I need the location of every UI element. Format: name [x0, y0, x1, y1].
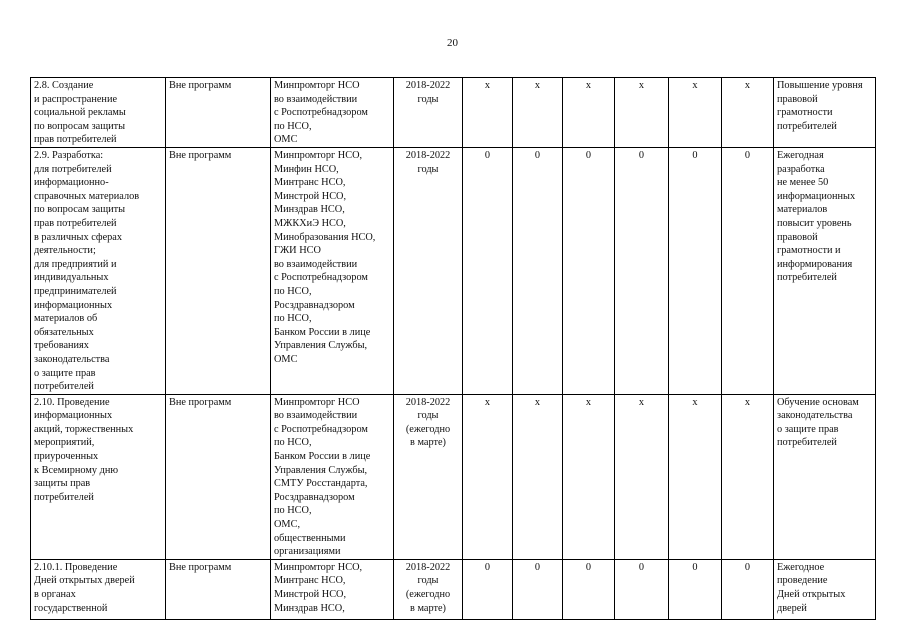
measure-name-line: индивидуальных	[34, 272, 109, 284]
executor-line: Минпромторг НСО,	[274, 150, 363, 161]
executor-line: ОМС	[274, 353, 298, 365]
table-row	[31, 394, 876, 559]
executor-line: СМТУ Росстандарта,	[274, 478, 368, 490]
measure-name-line: информационно-	[34, 177, 109, 189]
result-line: о защите прав	[777, 423, 839, 435]
funding-value-cell: х	[513, 78, 563, 148]
funding-value-cell: 0	[463, 559, 513, 619]
executor-line: Минобразования НСО,	[274, 231, 376, 243]
executor-line: ОМС,	[274, 519, 301, 531]
funding-value-cell: 0	[513, 559, 563, 619]
executor-cell	[271, 78, 394, 148]
period-line: (ежегодно	[405, 423, 451, 435]
measure-name-line: для предприятий и	[34, 258, 117, 270]
measure-name-line: информационных	[34, 299, 113, 311]
executor-line: общественными	[274, 532, 346, 544]
period-cell	[394, 148, 463, 395]
period-line: годы	[417, 93, 439, 105]
period-cell	[394, 394, 463, 559]
measure-name-line: 2.9. Разработка:	[34, 150, 104, 161]
measure-name-cell	[31, 559, 166, 619]
result-line: проведение	[777, 575, 828, 587]
measure-name-line: требованиях	[34, 340, 89, 352]
result-line: Ежегодное	[777, 561, 825, 573]
funding-value-cell: 0	[722, 559, 774, 619]
measure-name-line: потребителей	[34, 491, 94, 503]
measure-name-line: приуроченных	[34, 451, 99, 463]
result-line: информационных	[777, 190, 856, 202]
funding-value-cell: х	[513, 394, 563, 559]
result-line: Ежегодная	[777, 150, 824, 161]
result-line: Обучение основам	[777, 396, 859, 408]
program-cell	[166, 148, 271, 395]
measure-name-line: Дней открытых дверей	[34, 575, 135, 587]
executor-cell	[271, 148, 394, 395]
funding-value-cell: х	[722, 78, 774, 148]
executor-line: Банком России в лице	[274, 326, 371, 338]
executor-line: по НСО,	[274, 437, 312, 449]
measure-name-line: 2.10.1. Проведение	[34, 561, 118, 573]
funding-value-cell: х	[615, 78, 669, 148]
result-cell	[774, 394, 876, 559]
period-cell	[394, 78, 463, 148]
period-cell	[394, 559, 463, 619]
program-text: Вне программ	[169, 396, 232, 408]
period-line: годы	[417, 163, 439, 175]
table-row	[31, 559, 876, 619]
executor-line: по НСО,	[274, 285, 312, 297]
measure-name-line: информационных	[34, 410, 113, 422]
measure-name-line: защиты прав	[34, 478, 91, 490]
measure-name-cell	[31, 78, 166, 148]
funding-value-cell: 0	[615, 148, 669, 395]
result-line: информирования	[777, 258, 853, 270]
measure-name-line: государственной	[34, 602, 108, 614]
measure-name-line: справочных материалов	[34, 190, 140, 202]
measure-name-line: материалов об	[34, 313, 98, 325]
executor-line: ГЖИ НСО	[274, 245, 321, 257]
executor-line: Минтранс НСО,	[274, 177, 346, 189]
executor-line: по НСО,	[274, 120, 312, 132]
measure-name-line: в различных сферах	[34, 231, 123, 243]
result-line: законодательства	[777, 410, 853, 422]
executor-line: Росздравнадзором	[274, 299, 355, 311]
funding-value-cell: х	[563, 394, 615, 559]
period-line: в марте)	[410, 437, 446, 449]
measure-name-line: мероприятий,	[34, 437, 95, 449]
executor-line: Росздравнадзором	[274, 491, 355, 503]
program-text: Вне программ	[169, 561, 232, 573]
program-cell	[166, 394, 271, 559]
period-line: 2018-2022	[405, 561, 451, 573]
executor-cell	[271, 559, 394, 619]
measure-name-line: социальной рекламы	[34, 107, 126, 119]
funding-value-cell: 0	[669, 148, 722, 395]
funding-value-cell: х	[722, 394, 774, 559]
funding-value-cell: х	[615, 394, 669, 559]
executor-line: с Роспотребнадзором	[274, 423, 368, 435]
period-line: годы	[417, 575, 439, 587]
measure-name-line: к Всемирному дню	[34, 464, 119, 476]
funding-value-cell: 0	[669, 559, 722, 619]
executor-line: Управления Службы,	[274, 464, 368, 476]
measure-name-line: акций, торжественных	[34, 423, 134, 435]
measure-name-line: прав потребителей	[34, 217, 117, 229]
funding-value-cell: 0	[563, 148, 615, 395]
measure-name-line: деятельности;	[34, 245, 96, 257]
measure-name-line: в органах	[34, 589, 76, 600]
funding-value-cell: х	[463, 78, 513, 148]
program-cell	[166, 559, 271, 619]
measure-name-line: по вопросам защиты	[34, 120, 126, 132]
measure-name-line: по вопросам защиты	[34, 204, 126, 216]
table-row	[31, 148, 876, 395]
executor-line: по НСО,	[274, 505, 312, 517]
executor-line: Минстрой НСО,	[274, 589, 347, 600]
executor-line: Минздрав НСО,	[274, 602, 345, 614]
program-cell	[166, 78, 271, 148]
period-line: в марте)	[410, 602, 446, 614]
funding-value-cell: 0	[615, 559, 669, 619]
executor-line: по НСО,	[274, 313, 312, 325]
measure-name-line: и распространение	[34, 93, 118, 105]
executor-line: Минпромторг НСО,	[274, 561, 363, 573]
result-line: Дней открытых	[777, 589, 846, 600]
result-cell	[774, 559, 876, 619]
measure-name-line: о защите прав	[34, 367, 96, 379]
period-line: 2018-2022	[405, 396, 451, 408]
measure-name-line: предпринимателей	[34, 285, 117, 297]
funding-value-cell: х	[669, 394, 722, 559]
funding-value-cell: 0	[563, 559, 615, 619]
result-line: разработка	[777, 163, 825, 175]
funding-value-cell: х	[669, 78, 722, 148]
measure-name-line: 2.10. Проведение	[34, 396, 110, 408]
executor-line: ОМС	[274, 134, 298, 146]
result-line: потребителей	[777, 120, 837, 132]
period-line: годы	[417, 410, 439, 422]
result-line: правовой	[777, 231, 818, 243]
measure-name-line: для потребителей	[34, 163, 112, 175]
result-line: материалов	[777, 204, 828, 216]
page-number: 20	[447, 37, 458, 49]
result-line: правовой	[777, 93, 818, 105]
measure-name-line: 2.8. Создание	[34, 80, 94, 91]
result-line: дверей	[777, 602, 807, 614]
executor-line: Минтранс НСО,	[274, 575, 346, 587]
executor-line: МЖКХиЭ НСО,	[274, 217, 346, 229]
result-line: потребителей	[777, 272, 837, 284]
result-cell	[774, 148, 876, 395]
measure-name-line: законодательства	[34, 353, 110, 365]
executor-line: во взаимодействии	[274, 258, 358, 270]
result-cell	[774, 78, 876, 148]
funding-value-cell: 0	[722, 148, 774, 395]
executor-line: во взаимодействии	[274, 410, 358, 422]
measure-name-cell	[31, 148, 166, 395]
executor-line: Минфин НСО,	[274, 163, 339, 175]
executor-line: с Роспотребнадзором	[274, 272, 368, 284]
result-line: Повышение уровня	[777, 80, 863, 91]
result-line: грамотности	[777, 107, 833, 119]
funding-value-cell: х	[563, 78, 615, 148]
executor-line: с Роспотребнадзором	[274, 107, 368, 119]
measure-name-line: прав потребителей	[34, 134, 117, 146]
executor-line: Банком России в лице	[274, 451, 371, 463]
executor-line: Минпромторг НСО	[274, 396, 360, 408]
executor-line: Минздрав НСО,	[274, 204, 345, 216]
executor-line: во взаимодействии	[274, 93, 358, 105]
executor-line: Минстрой НСО,	[274, 190, 347, 202]
result-line: грамотности и	[777, 245, 841, 257]
period-line: 2018-2022	[405, 80, 451, 91]
program-text: Вне программ	[169, 80, 232, 91]
measure-name-line: обязательных	[34, 326, 94, 338]
funding-value-cell: 0	[513, 148, 563, 395]
period-line: 2018-2022	[405, 150, 451, 161]
result-line: не менее 50	[777, 177, 829, 189]
executor-cell	[271, 394, 394, 559]
table-row	[31, 78, 876, 148]
period-line: (ежегодно	[405, 589, 451, 600]
measure-name-cell	[31, 394, 166, 559]
measure-name-line: потребителей	[34, 381, 94, 393]
funding-value-cell: х	[463, 394, 513, 559]
funding-value-cell: 0	[463, 148, 513, 395]
executor-line: Управления Службы,	[274, 340, 368, 352]
result-line: потребителей	[777, 437, 837, 449]
measures-table	[30, 77, 876, 620]
executor-line: организациями	[274, 546, 341, 558]
result-line: повысит уровень	[777, 217, 852, 229]
program-text: Вне программ	[169, 150, 232, 161]
executor-line: Минпромторг НСО	[274, 80, 360, 91]
